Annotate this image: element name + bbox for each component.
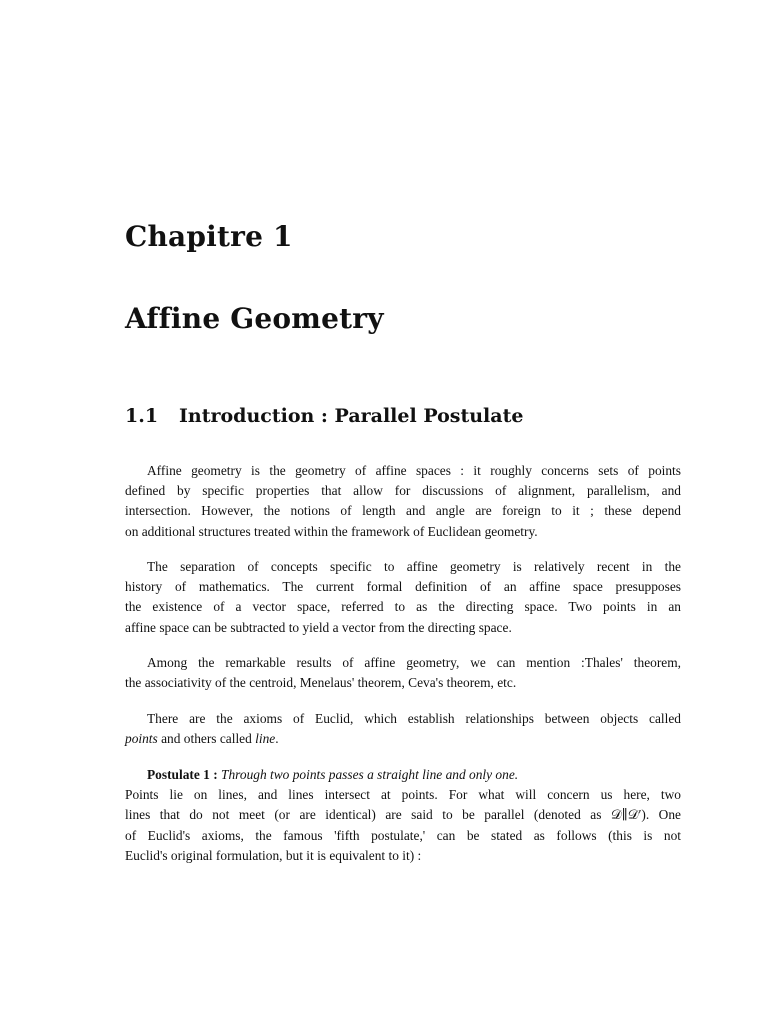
section-number: 1.1	[125, 405, 159, 427]
paragraph-line: Among the remarkable results of affine geometry, we can mention :Thales' theorem,	[147, 655, 681, 670]
term-line: line	[255, 731, 276, 747]
paragraph-line: defined by specific properties that allow for discussions of alignment, parallelism, and	[125, 483, 681, 499]
chapter-title: Affine Geometry	[125, 302, 384, 335]
paragraph-separation-of-concepts	[125, 557, 681, 638]
chapter-label: Chapitre 1	[125, 220, 293, 253]
paragraph-text: and others called	[157, 731, 256, 747]
paragraph-postulate-1	[125, 765, 681, 866]
paragraph-line: Euclid's original formulation, but it is equivalent to it) :	[125, 847, 422, 863]
paragraph-line: history of mathematics. The current formal definition of an affine space presupposes	[125, 579, 681, 595]
section-heading	[125, 405, 523, 427]
paragraph-line: There are the axioms of Euclid, which establish relationships between objects called	[147, 711, 681, 726]
paragraph-line: of Euclid's axioms, the famous 'fifth postulate,' can be stated as follows (this is not	[125, 827, 681, 843]
paragraph-line: Points lie on lines, and lines intersect at points. For what will concern us here, two	[125, 787, 681, 803]
section-title: Introduction : Parallel Postulate	[179, 405, 524, 427]
postulate-statement	[125, 765, 681, 785]
paragraph-line	[125, 729, 681, 749]
paragraph-affine-geometry-intro	[125, 461, 681, 542]
postulate-label: Postulate 1 :	[147, 767, 218, 782]
paragraph-remarkable-results	[125, 653, 681, 693]
paragraph-line: lines that do not meet (or are identical) are said to be parallel (denoted as 𝒟∥𝒟′). One	[125, 807, 681, 823]
paragraph-line: affine space can be subtracted to yield a vector from the directing space.	[125, 619, 512, 635]
paragraph-line: intersection. However, the notions of length and angle are foreign to it ; these depend	[125, 503, 681, 519]
term-points: points	[125, 731, 158, 747]
postulate-text: Through two points passes a straight line and only one.	[221, 767, 519, 782]
paragraph-text: .	[275, 731, 279, 747]
paragraph-line: The separation of concepts specific to affine geometry is relatively recent in the	[147, 559, 681, 574]
paragraph-line: Affine geometry is the geometry of affine spaces : it roughly concerns sets of points	[147, 463, 681, 478]
paragraph-euclid-axioms	[125, 709, 681, 749]
paragraph-line: the existence of a vector space, referred to as the directing space. Two points in an	[125, 599, 681, 615]
paragraph-line: on additional structures treated within the framework of Euclidean geometry.	[125, 523, 538, 539]
paragraph-line: the associativity of the centroid, Menelaus' theorem, Ceva's theorem, etc.	[125, 675, 517, 691]
